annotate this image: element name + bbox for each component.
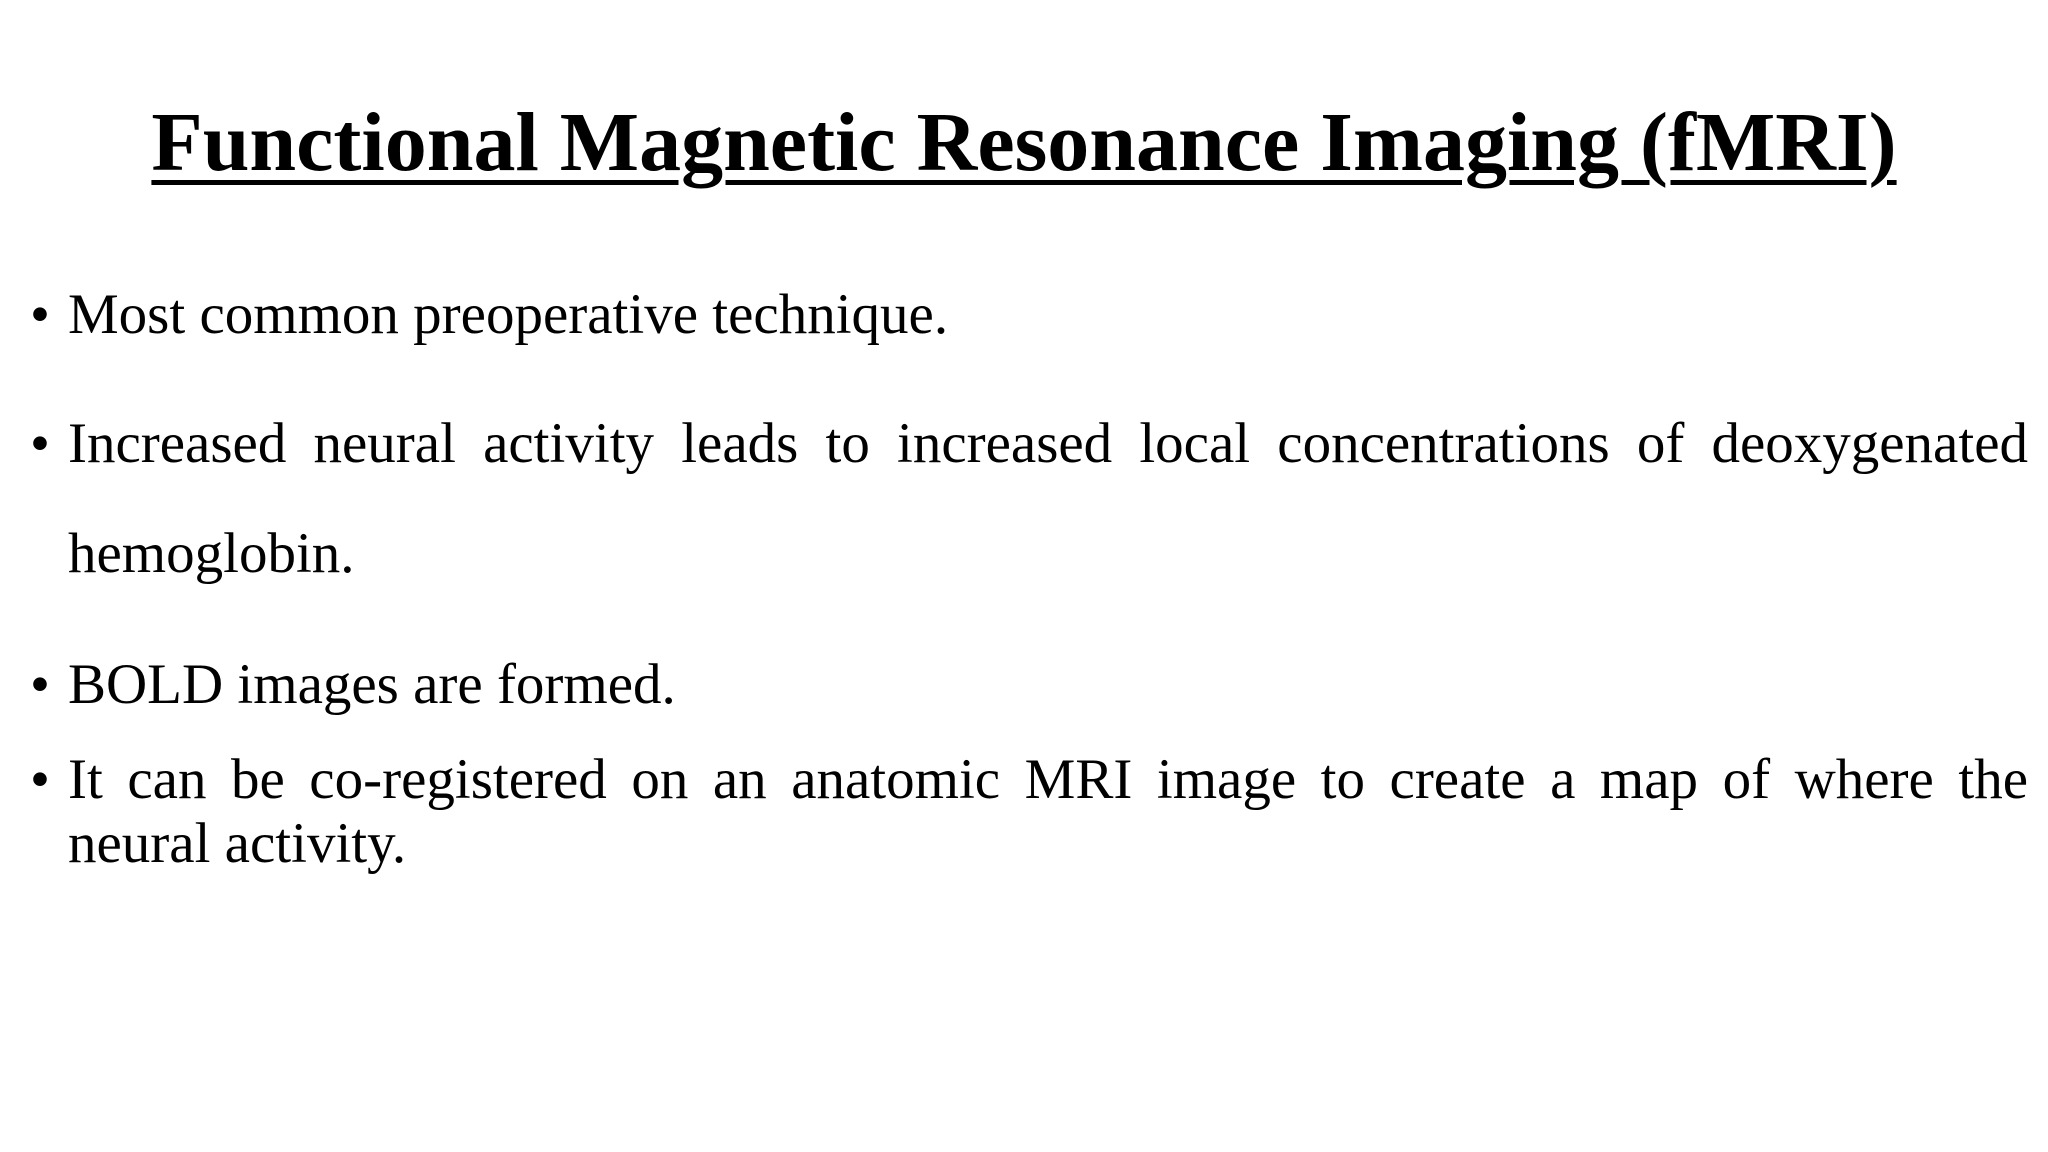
slide-title: Functional Magnetic Resonance Imaging (fMRI) [151, 96, 1897, 189]
bullet-icon: • [30, 412, 50, 475]
bullet-text: It can be co-registered on an anatomic MRI image to create a map of where the neural activity. [68, 748, 2028, 875]
bullet-icon: • [30, 283, 50, 346]
bullet-text: Increased neural activity leads to increased local concentrations of deoxygenated hemoglobin. [68, 412, 2028, 585]
bullet-icon: • [30, 653, 50, 716]
bullet-text: Most common preoperative technique. [68, 283, 949, 346]
bullet-icon: • [30, 748, 50, 811]
bullet-text: BOLD images are formed. [68, 653, 676, 716]
